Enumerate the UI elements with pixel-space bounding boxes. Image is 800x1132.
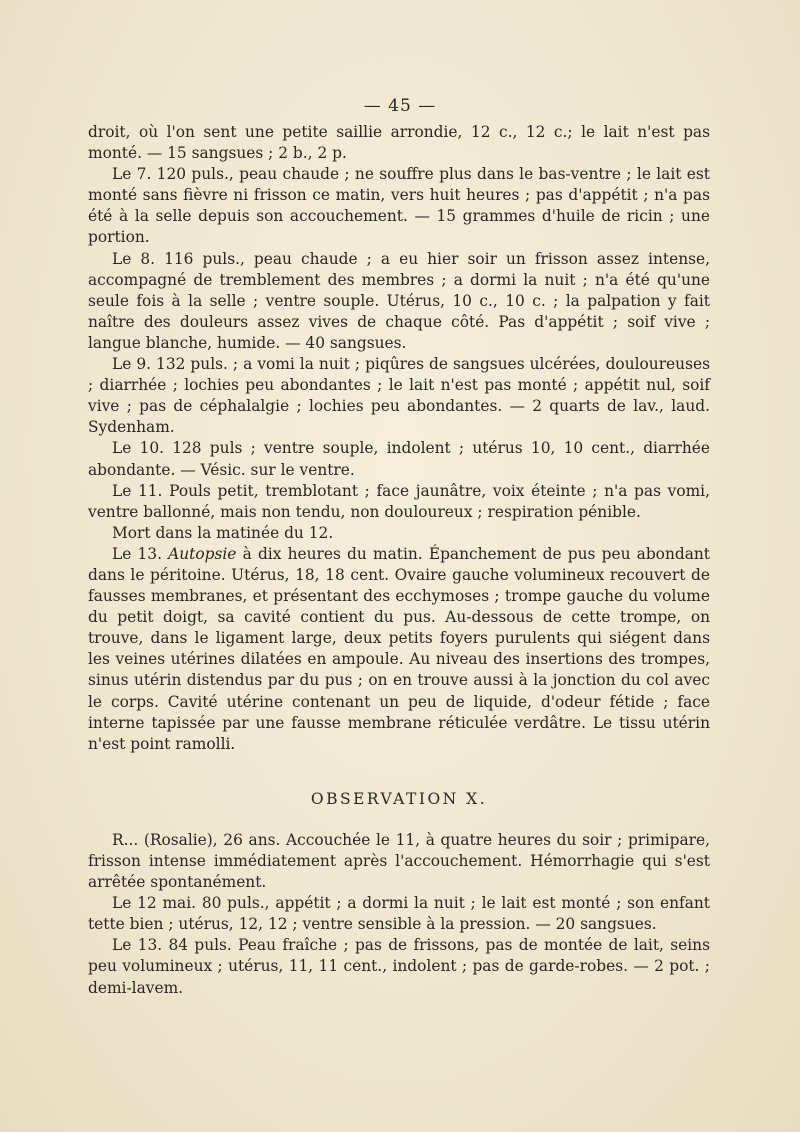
autopsy-italic: Autopsie xyxy=(168,544,237,563)
paragraph: Le 13. 84 puls. Peau fraîche ; pas de frissons, pas de montée de lait, seins peu volumineux ; utérus, 11, 11 cent., indolent ; pas de garde-robes. — 2 pot. ; demi-lavem. xyxy=(88,936,710,997)
paragraph: Le 8. 116 puls., peau chaude ; a eu hier soir un frisson assez intense, accompagné de tremblement des membres ; a dormi la nuit ; n'a été qu'une seule fois à la selle ; ventre souple. Utérus, 10 c., 10 c. ; la palpation y fait naître des douleurs assez vives de chaque côté. Pas d'appétit ; soif vive ; langue blanche, humide. — 40 sangsues. xyxy=(88,249,710,352)
section-heading: OBSERVATION X. xyxy=(310,789,488,808)
autopsy-paragraph xyxy=(88,544,710,755)
paragraph: Le 11. Pouls petit, tremblotant ; face jaunâtre, voix éteinte ; n'a pas vomi, ventre ballonné, mais non tendu, non douloureux ; respiration pénible. xyxy=(88,481,710,521)
paragraph: Le 10. 128 puls ; ventre souple, indolent ; utérus 10, 10 cent., diarrhée abondante. — Vésic. sur le ventre. xyxy=(88,439,710,479)
paragraph: R... (Rosalie), 26 ans. Accouchée le 11, à quatre heures du soir ; primipare, frisson intense immédiatement après l'accouchement. Hémorrhagie qui s'est arrêtée spontanément. xyxy=(88,830,710,892)
autopsy-text: à dix heures du matin. Épanchement de pus peu abondant dans le péritoine. Utérus, 18, 18 cent. Ovaire gauche volumineux recouvert de fausses membranes, et présentant des ecchymoses ; trompe gauche du volume du petit doigt, sa cavité contient du pus. Au-dessous de cette trompe, on trouve, dans le ligament large, deux petits foyers purulents qui siégent dans les veines utérines dilatées en ampoule. Au niveau des insertions des trompes, sinus utérin distendus par du pus ; on en trouve aussi à la jonction du col avec le corps. Cavité utérine contenant un peu de liquide, d'odeur fétide ; face interne tapissée par une fausse membrane réticulée verdâtre. Le tissu utérin n'est point ramolli. xyxy=(88,544,710,753)
paragraph: droit, où l'on sent une petite saillie arrondie, 12 c., 12 c.; le lait n'est pas monté. — 15 sangsues ; 2 b., 2 p. xyxy=(88,123,710,163)
paragraph: Le 9. 132 puls. ; a vomi la nuit ; piqûres de sangsues ulcérées, douloureuses ; diarrhée ; lochies peu abondantes ; le lait n'est pas monté ; appétit nul, soif vive ; pas de céphalalgie ; lochies peu abondantes. — 2 quarts de lav., laud. Sydenham. xyxy=(88,355,710,437)
paragraph: Le 12 mai. 80 puls., appétit ; a dormi la nuit ; le lait est monté ; son enfant tette bien ; utérus, 12, 12 ; ventre sensible à la pression. — 20 sangsues. xyxy=(88,894,710,934)
paragraph: Mort dans la matinée du 12. xyxy=(112,523,334,542)
paragraph: Le 7. 120 puls., peau chaude ; ne souffre plus dans le bas-ventre ; le lait est monté sans fièvre ni frisson ce matin, vers huit heures ; pas d'appétit ; n'a pas été à la selle depuis son accouchement. — 15 grammes d'huile de ricin ; une portion. xyxy=(88,165,710,247)
page-number: — 45 — xyxy=(363,96,437,116)
autopsy-lead: Le 13. xyxy=(112,544,169,563)
body-text xyxy=(88,122,710,999)
